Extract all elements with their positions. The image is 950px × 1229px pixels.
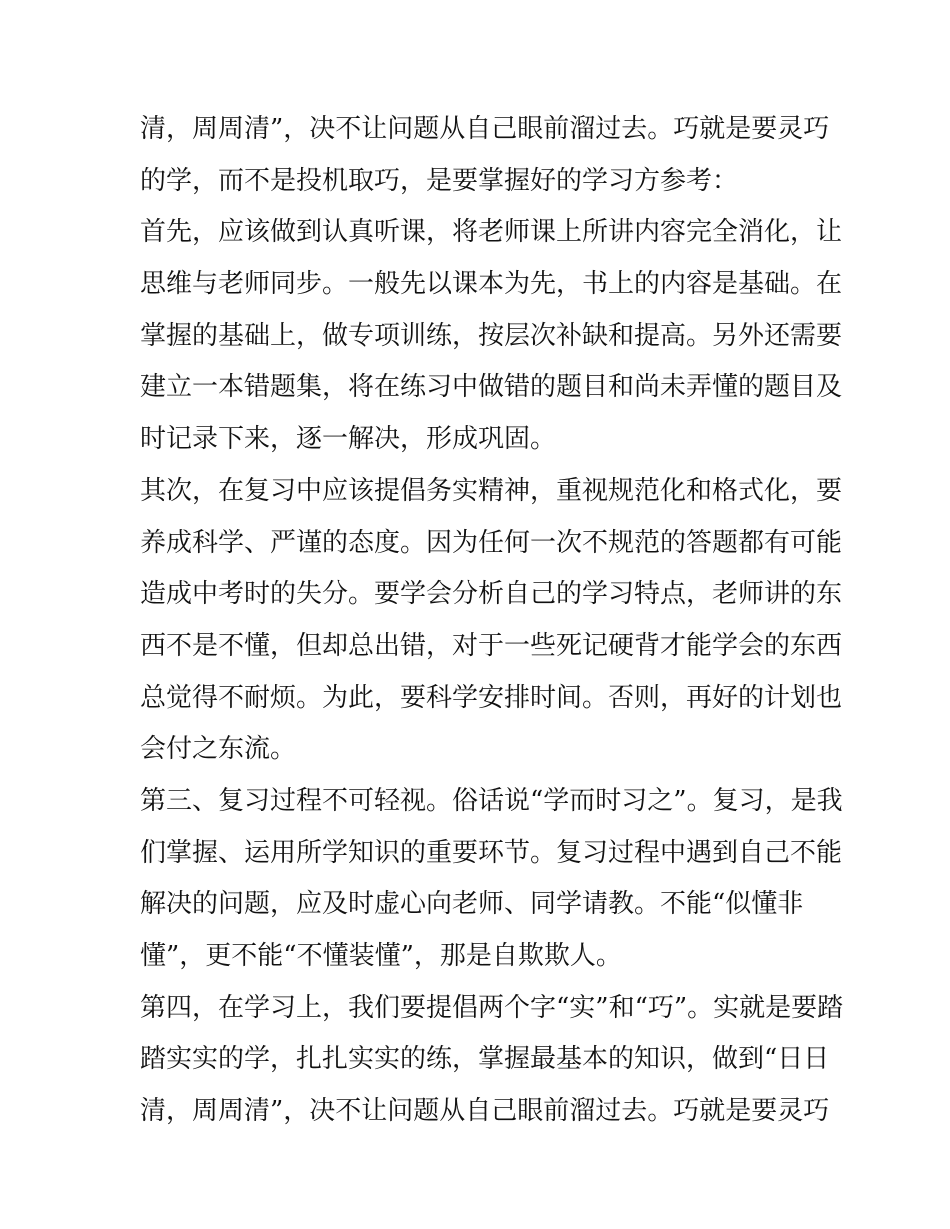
text-line: 会付之东流。 (140, 734, 297, 765)
text-line: 建立一本错题集，将在练习中做错的题目和尚未弄懂的题目及 (140, 372, 843, 403)
text-line: 养成科学、严谨的态度。因为任何一次不规范的答题都有可能 (140, 527, 843, 558)
text-line: 清，周周清”，决不让问题从自己眼前溜过去。巧就是要灵巧 (140, 114, 830, 144)
text-line: 首先，应该做到认真听课，将老师课上所讲内容完全消化，让 (140, 217, 843, 248)
text-line: 时记录下来，逐一解决，形成巩固。 (140, 424, 557, 455)
text-line: 造成中考时的失分。要学会分析自己的学习特点，老师讲的东 (140, 579, 843, 610)
text-line: 们掌握、运用所学知识的重要环节。复习过程中遇到自己不能 (140, 837, 843, 868)
text-line: 总觉得不耐烦。为此，要科学安排时间。否则，再好的计划也 (140, 682, 843, 713)
text-line: 解决的问题，应及时虚心向老师、同学请教。不能“似懂非 (140, 889, 804, 920)
text-line: 清，周周清”，决不让问题从自己眼前溜过去。巧就是要灵巧 (140, 1096, 830, 1127)
text-line: 第四，在学习上，我们要提倡两个字“实”和“巧”。实就是要踏 (140, 992, 844, 1023)
text-line: 西不是不懂，但却总出错，对于一些死记硬背才能学会的东西 (140, 630, 843, 661)
text-line: 踏实实的学，扎扎实实的练，掌握最基本的知识，做到“日日 (140, 1044, 830, 1075)
text-line: 掌握的基础上，做专项训练，按层次补缺和提高。另外还需要 (140, 320, 843, 351)
text-line: 懂”，更不能“不懂装懂”，那是自欺欺人。 (140, 941, 622, 971)
text-line: 第三、复习过程不可轻视。俗话说“学而时习之”。复习，是我 (140, 785, 843, 816)
text-line: 其次，在复习中应该提倡务实精神，重视规范化和格式化，要 (140, 475, 843, 506)
text-line: 思维与老师同步。一般先以课本为先，书上的内容是基础。在 (140, 269, 843, 300)
text-line: 的学，而不是投机取巧，是要掌握好的学习方参考： (140, 165, 739, 196)
document-body (140, 104, 844, 1138)
